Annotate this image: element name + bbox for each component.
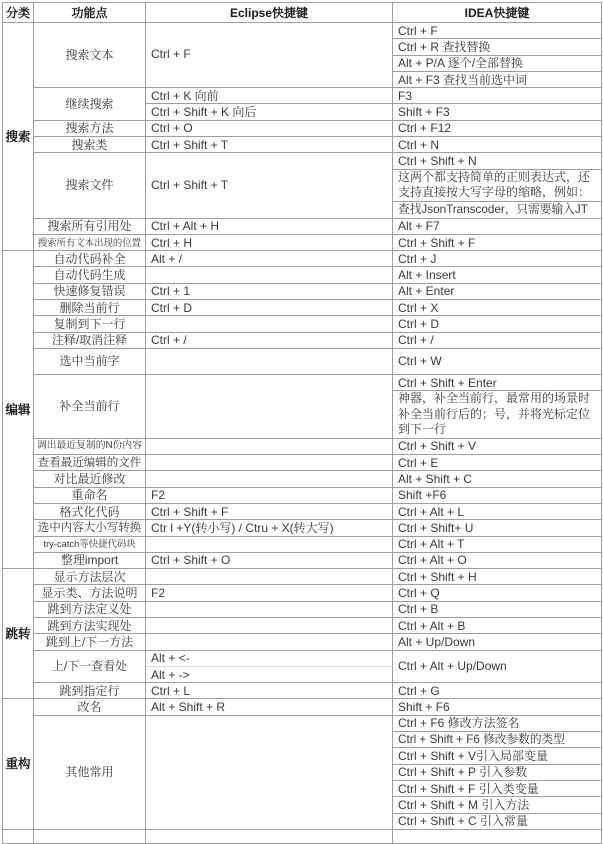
- eclipse-shortcut-cell: Ctrl + L: [146, 683, 393, 699]
- idea-shortcut-cell: Shift +F6: [393, 488, 602, 504]
- idea-shortcut-cell: 查找JsonTranscoder，只需要输入JT: [393, 202, 602, 218]
- table-row: [3, 219, 602, 235]
- eclipse-shortcut-cell: [146, 830, 393, 844]
- idea-shortcut-cell: Ctrl + F: [393, 23, 602, 39]
- function-cell: 选中内容大小写转换: [34, 520, 146, 536]
- eclipse-shortcut-cell: [146, 602, 393, 618]
- function-cell: 补全当前行: [34, 375, 146, 439]
- function-cell: 搜索所有引用处: [34, 219, 146, 235]
- function-cell: 复制到下一行: [34, 316, 146, 332]
- table-row: [3, 455, 602, 471]
- eclipse-shortcut-cell: Ctr l +Y(转小写) / Ctru + X(转大写): [146, 520, 393, 536]
- function-cell: 搜索类: [34, 137, 146, 153]
- idea-shortcut-cell: Ctrl + Shift+ U: [393, 520, 602, 536]
- table-row: [3, 23, 602, 39]
- idea-shortcut-cell: Ctrl + D: [393, 316, 602, 332]
- table-header: [3, 3, 602, 23]
- idea-shortcut-cell: Ctrl + Shift + F6 修改参数的类型: [393, 732, 602, 748]
- eclipse-shortcut-cell: [146, 716, 393, 830]
- table-row: [3, 488, 602, 504]
- eclipse-shortcut-cell: [146, 439, 393, 455]
- idea-shortcut-cell: Ctrl + R 查找替换: [393, 39, 602, 55]
- table-row: [3, 267, 602, 283]
- function-cell: 继续搜索: [34, 88, 146, 121]
- header-function: 功能点: [34, 3, 146, 23]
- table-row: [3, 716, 602, 732]
- category-cell: [3, 830, 34, 844]
- function-cell: 注释/取消注释: [34, 333, 146, 349]
- idea-shortcut-cell: Ctrl + Shift + Enter: [393, 375, 602, 391]
- idea-shortcut-cell: Ctrl + Shift + F 引入类变量: [393, 781, 602, 797]
- table-row-cutoff: [3, 830, 602, 844]
- header-row: [3, 3, 602, 23]
- idea-shortcut-cell: Ctrl + Shift + V引入局部变量: [393, 748, 602, 764]
- idea-shortcut-cell: Alt + F7: [393, 219, 602, 235]
- table-row: [3, 651, 602, 667]
- function-cell: 显示类、方法说明: [34, 585, 146, 601]
- eclipse-shortcut-cell: Ctrl + Shift + O: [146, 553, 393, 569]
- table-row: [3, 349, 602, 375]
- idea-shortcut-cell: 这两个都支持简单的正则表达式，还支持直接按大写字母的缩略，例如：: [393, 170, 602, 203]
- function-cell: 搜索文本: [34, 23, 146, 88]
- idea-shortcut-cell: Ctrl + Shift + H: [393, 569, 602, 585]
- eclipse-shortcut-cell: Alt + ->: [146, 667, 393, 683]
- table-row: [3, 251, 602, 267]
- table-row: [3, 284, 602, 300]
- eclipse-shortcut-cell: [146, 537, 393, 553]
- eclipse-shortcut-cell: Ctrl + Shift + T: [146, 153, 393, 218]
- table-row: [3, 235, 602, 251]
- function-cell: 跳到方法定义处: [34, 602, 146, 618]
- table-row: [3, 333, 602, 349]
- table-row: [3, 569, 602, 585]
- eclipse-shortcut-cell: Ctrl + H: [146, 235, 393, 251]
- category-cell: 编辑: [3, 251, 34, 569]
- function-cell: 对比最近修改: [34, 471, 146, 487]
- eclipse-shortcut-cell: [146, 375, 393, 439]
- eclipse-shortcut-cell: Ctrl + Alt + H: [146, 219, 393, 235]
- eclipse-shortcut-cell: Alt + /: [146, 251, 393, 267]
- function-cell: 跳到上/下一方法: [34, 634, 146, 650]
- table-row: [3, 602, 602, 618]
- table-row: [3, 504, 602, 520]
- function-cell: 快速修复错误: [34, 284, 146, 300]
- function-cell: 其他常用: [34, 716, 146, 830]
- idea-shortcut-cell: Ctrl + N: [393, 137, 602, 153]
- table-row: [3, 471, 602, 487]
- function-cell: 调出最近复制的N份内容: [34, 439, 146, 455]
- header-eclipse: Eclipse快捷键: [146, 3, 393, 23]
- idea-shortcut-cell: Ctrl + Alt + L: [393, 504, 602, 520]
- idea-shortcut-cell: Ctrl + Alt + Up/Down: [393, 651, 602, 684]
- eclipse-shortcut-cell: Ctrl + Shift + K 向后: [146, 104, 393, 120]
- eclipse-shortcut-cell: [146, 316, 393, 332]
- idea-shortcut-cell: Shift + F3: [393, 104, 602, 120]
- function-cell: 搜索文件: [34, 153, 146, 218]
- idea-shortcut-cell: Ctrl + Shift + C 引入常量: [393, 814, 602, 830]
- function-cell: try-catch等快捷代码块: [34, 537, 146, 553]
- function-cell: 自动代码补全: [34, 251, 146, 267]
- eclipse-shortcut-cell: Ctrl + K 向前: [146, 88, 393, 104]
- idea-shortcut-cell: Alt + F3 查找当前选中词: [393, 72, 602, 88]
- eclipse-shortcut-cell: Ctrl + D: [146, 300, 393, 316]
- eclipse-shortcut-cell: [146, 618, 393, 634]
- eclipse-shortcut-cell: Alt + Shift + R: [146, 699, 393, 715]
- function-cell: [34, 830, 146, 844]
- function-cell: 搜索所有文本出现的位置: [34, 235, 146, 251]
- function-cell: 自动代码生成: [34, 267, 146, 283]
- idea-shortcut-cell: Ctrl + Alt + O: [393, 553, 602, 569]
- idea-shortcut-cell: Alt + Shift + C: [393, 471, 602, 487]
- idea-shortcut-cell: Ctrl + X: [393, 300, 602, 316]
- function-cell: 改名: [34, 699, 146, 715]
- function-cell: 跳到指定行: [34, 683, 146, 699]
- eclipse-shortcut-cell: Ctrl + Shift + T: [146, 137, 393, 153]
- idea-shortcut-cell: Ctrl + G: [393, 683, 602, 699]
- table-row: [3, 300, 602, 316]
- function-cell: 显示方法层次: [34, 569, 146, 585]
- function-cell: 跳到方法实现处: [34, 618, 146, 634]
- table-row: [3, 153, 602, 169]
- eclipse-shortcut-cell: Ctrl + Shift + F: [146, 504, 393, 520]
- idea-shortcut-cell: Ctrl + Shift + P 引入参数: [393, 765, 602, 781]
- table-row: [3, 683, 602, 699]
- idea-shortcut-cell: Ctrl + Shift + V: [393, 439, 602, 455]
- idea-shortcut-cell: Shift + F6: [393, 699, 602, 715]
- idea-shortcut-cell: [393, 830, 602, 844]
- eclipse-shortcut-cell: [146, 569, 393, 585]
- table-row: [3, 375, 602, 391]
- eclipse-shortcut-cell: Ctrl + F: [146, 23, 393, 88]
- table-body: [3, 23, 602, 844]
- function-cell: 选中当前字: [34, 349, 146, 375]
- table-row: [3, 137, 602, 153]
- function-cell: 查看最近编辑的文件: [34, 455, 146, 471]
- category-cell: 重构: [3, 699, 34, 829]
- idea-shortcut-cell: F3: [393, 88, 602, 104]
- eclipse-shortcut-cell: Alt + <-: [146, 651, 393, 667]
- idea-shortcut-cell: Alt + Up/Down: [393, 634, 602, 650]
- eclipse-shortcut-cell: Ctrl + /: [146, 333, 393, 349]
- header-idea: IDEA快捷键: [393, 3, 602, 23]
- function-cell: 搜索方法: [34, 121, 146, 137]
- idea-shortcut-cell: Ctrl + B: [393, 602, 602, 618]
- table-row: [3, 553, 602, 569]
- table-row: [3, 520, 602, 536]
- function-cell: 删除当前行: [34, 300, 146, 316]
- table-row: [3, 316, 602, 332]
- table-row: [3, 121, 602, 137]
- function-cell: 重命名: [34, 488, 146, 504]
- table-row: [3, 88, 602, 104]
- function-cell: 格式化代码: [34, 504, 146, 520]
- idea-shortcut-cell: Ctrl + J: [393, 251, 602, 267]
- idea-shortcut-cell: Ctrl + Q: [393, 585, 602, 601]
- table-row: [3, 537, 602, 553]
- idea-shortcut-cell: Ctrl + W: [393, 349, 602, 375]
- table-row: [3, 439, 602, 455]
- eclipse-shortcut-cell: [146, 455, 393, 471]
- idea-shortcut-cell: Alt + Insert: [393, 267, 602, 283]
- eclipse-shortcut-cell: F2: [146, 488, 393, 504]
- eclipse-shortcut-cell: [146, 349, 393, 375]
- eclipse-shortcut-cell: [146, 634, 393, 650]
- table-row: [3, 585, 602, 601]
- header-category: 分类: [3, 3, 34, 23]
- table-row: [3, 634, 602, 650]
- table-row: [3, 618, 602, 634]
- idea-shortcut-cell: Alt + Enter: [393, 284, 602, 300]
- idea-shortcut-cell: Ctrl + E: [393, 455, 602, 471]
- eclipse-shortcut-cell: Ctrl + 1: [146, 284, 393, 300]
- function-cell: 上/下一查看处: [34, 651, 146, 684]
- eclipse-shortcut-cell: [146, 471, 393, 487]
- eclipse-shortcut-cell: Ctrl + O: [146, 121, 393, 137]
- idea-shortcut-cell: Ctrl + Shift + N: [393, 153, 602, 169]
- eclipse-shortcut-cell: [146, 267, 393, 283]
- idea-shortcut-cell: Ctrl + Shift + F: [393, 235, 602, 251]
- idea-shortcut-cell: Ctrl + Alt + B: [393, 618, 602, 634]
- idea-shortcut-cell: Ctrl + /: [393, 333, 602, 349]
- idea-shortcut-cell: Ctrl + F12: [393, 121, 602, 137]
- function-cell: 整理import: [34, 553, 146, 569]
- shortcut-table: [2, 2, 602, 844]
- eclipse-shortcut-cell: F2: [146, 585, 393, 601]
- category-cell: 搜索: [3, 23, 34, 251]
- idea-shortcut-cell: Alt + P/A 逐个/全部替换: [393, 56, 602, 72]
- idea-shortcut-cell: Ctrl + Shift + M 引入方法: [393, 797, 602, 813]
- category-cell: 跳转: [3, 569, 34, 699]
- idea-shortcut-cell: 神器，补全当前行，最常用的场景时补全当前行后的；号，并将光标定位到下一行: [393, 391, 602, 439]
- idea-shortcut-cell: Ctrl + F6 修改方法签名: [393, 716, 602, 732]
- table-row: [3, 699, 602, 715]
- idea-shortcut-cell: Ctrl + Alt + T: [393, 537, 602, 553]
